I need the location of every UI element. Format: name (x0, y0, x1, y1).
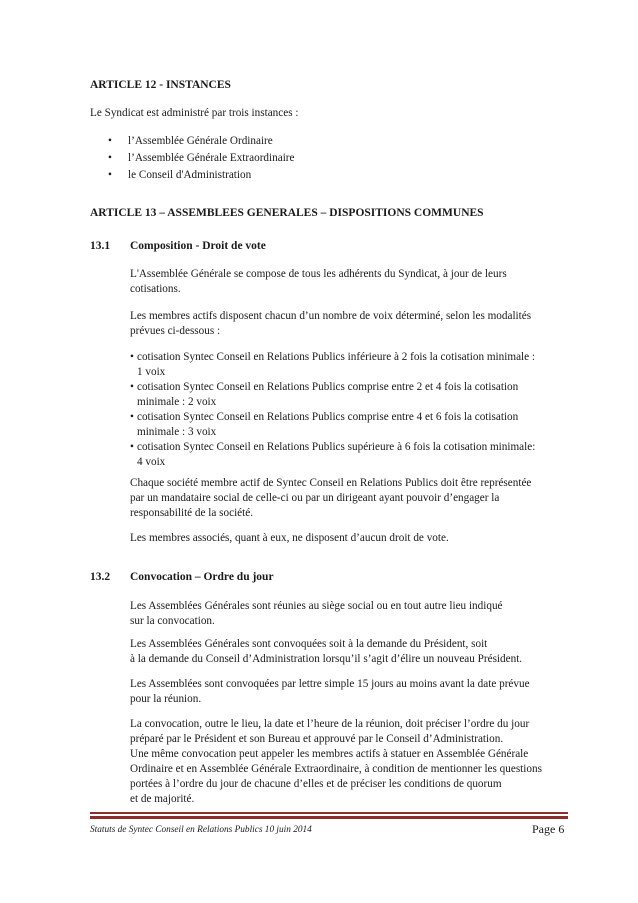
s13-2-para2 (130, 637, 569, 667)
text-line: préparé par le Président et son Bureau et approuvé par le Conseil d’Administration. (130, 733, 504, 745)
s13-2-para1 (130, 599, 569, 629)
list-item (108, 168, 408, 185)
list-item-label: l’Assemblée Générale Ordinaire (128, 135, 273, 147)
text-line: L'Assemblée Générale se compose de tous les adhérents du Syndicat, à jour de leurs (130, 268, 507, 280)
text-line: responsabilité de la société. (130, 507, 254, 519)
text-line: à la demande du Conseil d’Administration lorsqu’il s’agit d’élire un nouveau Président. (130, 653, 523, 665)
bullet-icon: • (130, 351, 134, 363)
text-line: prévues ci-dessous : (130, 325, 221, 337)
list-item-label: le Conseil d'Administration (128, 169, 252, 181)
text-line: sur la convocation. (130, 615, 215, 627)
article-13-heading: ARTICLE 13 – ASSEMBLEES GENERALES – DISPOSITIONS COMMUNES (90, 207, 484, 219)
bullet-line: cotisation Syntec Conseil en Relations Publics supérieure à 6 fois la cotisation minimale: (137, 441, 536, 453)
text-line: Ordinaire et en Assemblée Générale Extraordinaire, à condition de mentionner les questions (130, 763, 542, 775)
bullet-icon: • (108, 135, 112, 147)
list-item (108, 151, 408, 168)
text-line: Les Assemblées Générales sont convoquées soit à la demande du Président, soit (130, 638, 488, 650)
list-item (130, 380, 570, 410)
bullet-line: minimale : 2 voix (137, 396, 217, 408)
bullet-line: 4 voix (137, 456, 166, 468)
footer-divider-thin (90, 812, 568, 814)
bullet-line: cotisation Syntec Conseil en Relations Publics inférieure à 2 fois la cotisation minimale : (137, 351, 536, 363)
footer-divider-thick (90, 816, 568, 819)
bullet-icon: • (130, 411, 134, 423)
text-line: Les membres actifs disposent chacun d’un nombre de voix déterminé, selon les modalités (130, 310, 532, 322)
article-12-list (108, 134, 408, 185)
s13-1-vote-list (130, 350, 570, 470)
text-line: et de majorité. (130, 793, 195, 805)
section-13-1-number: 13.1 (90, 240, 111, 252)
list-item-label: l’Assemblée Générale Extraordinaire (128, 152, 295, 164)
article-12-intro: Le Syndicat est administré par trois instances : (90, 107, 299, 119)
bullet-icon: • (130, 441, 134, 453)
text-line: portées à l’ordre du jour de chacune d’elles et de préciser les conditions de quorum (130, 778, 502, 790)
text-line: La convocation, outre le lieu, la date et l’heure de la réunion, doit préciser l’ordre du jour (130, 718, 530, 730)
s13-2-para4 (130, 717, 569, 807)
text-line: Une même convocation peut appeler les membres actifs à statuer en Assemblée Générale (130, 748, 529, 760)
bullet-line: cotisation Syntec Conseil en Relations Publics comprise entre 4 et 6 fois la cotisation (137, 411, 519, 423)
page-number: Page 6 (532, 822, 565, 836)
text-line: cotisations. (130, 283, 181, 295)
list-item (130, 350, 570, 380)
bullet-line: minimale : 3 voix (137, 426, 217, 438)
section-13-2-title: Convocation – Ordre du jour (130, 571, 274, 583)
bullet-icon: • (108, 152, 112, 164)
footer-document-title: Statuts de Syntec Conseil en Relations Publics 10 juin 2014 (90, 825, 312, 835)
list-item (130, 440, 570, 470)
section-13-1-title: Composition - Droit de vote (130, 240, 266, 252)
list-item (108, 134, 408, 151)
s13-1-para3 (130, 476, 569, 521)
bullet-icon: • (108, 169, 112, 181)
text-line: Chaque société membre actif de Syntec Conseil en Relations Publics doit être représentée (130, 477, 532, 489)
s13-1-para4: Les membres associés, quant à eux, ne disposent d’aucun droit de vote. (130, 532, 449, 544)
s13-1-para2 (130, 309, 531, 339)
text-line: Les Assemblées sont convoquées par lettre simple 15 jours au moins avant la date prévue (130, 678, 530, 690)
article-12-heading: ARTICLE 12 - INSTANCES (90, 79, 231, 91)
text-line: par un mandataire social de celle-ci ou par un dirigeant ayant pouvoir d’engager la (130, 492, 500, 504)
bullet-line: cotisation Syntec Conseil en Relations Publics comprise entre 2 et 4 fois la cotisation (137, 381, 519, 393)
list-item (130, 410, 570, 440)
text-line: Les Assemblées Générales sont réunies au siège social ou en tout autre lieu indiqué (130, 600, 503, 612)
bullet-line: 1 voix (137, 366, 166, 378)
bullet-icon: • (130, 381, 134, 393)
s13-1-para1 (130, 267, 507, 297)
text-line: pour la réunion. (130, 693, 202, 705)
section-13-2-number: 13.2 (90, 571, 111, 583)
s13-2-para3 (130, 677, 569, 707)
